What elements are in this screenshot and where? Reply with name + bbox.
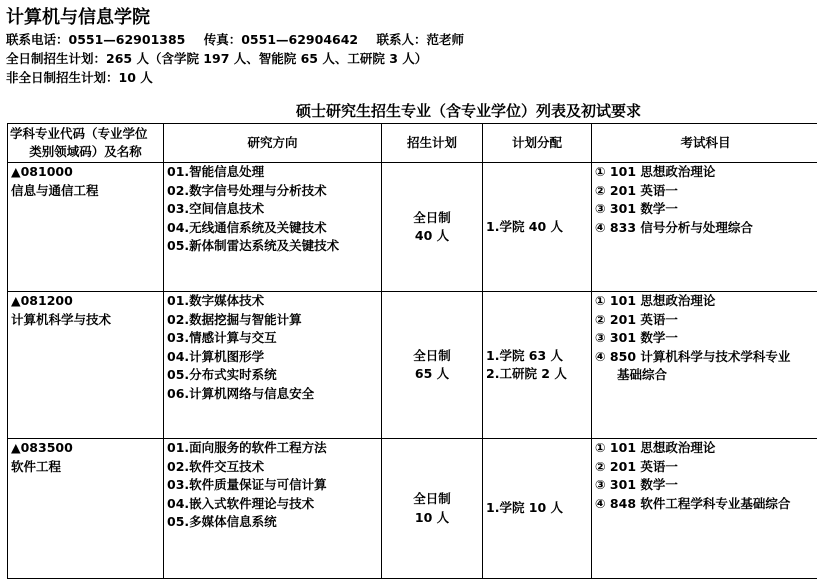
directions-cell [164,439,382,579]
subject-item: ④ 848 软件工程学科专业基础综合 [595,495,816,514]
subjects-cell [592,292,817,439]
major-cell [8,439,164,579]
major-code: ▲081200 [11,292,160,311]
plan-count: 40 人 [385,227,479,246]
direction-item: 03.情感计算与交互 [167,329,378,348]
subject-item: ① 101 思想政治理论 [595,439,816,458]
subject-item: ③ 301 数学一 [595,329,816,348]
table-title: 硕士研究生招生专业（含专业学位）列表及初试要求 [0,101,817,121]
direction-item: 05.多媒体信息系统 [167,513,378,532]
plan-cell [382,163,483,292]
subject-item: ① 101 思想政治理论 [595,292,816,311]
column-header-code-line2: 类别领域码）及名称 [10,143,161,162]
plan-type: 全日制 [385,490,479,509]
direction-item: 02.数据挖掘与智能计算 [167,311,378,330]
majors-table [7,123,817,579]
direction-item: 04.计算机图形学 [167,348,378,367]
direction-item: 05.新体制雷达系统及关键技术 [167,237,378,256]
major-name: 软件工程 [11,458,160,477]
subjects-cell [592,439,817,579]
allocation-item: 1.学院 10 人 [486,499,588,518]
direction-item: 03.软件质量保证与可信计算 [167,476,378,495]
college-header [6,6,806,87]
college-title: 计算机与信息学院 [6,6,806,30]
direction-item: 01.数字媒体技术 [167,292,378,311]
subject-item: ④ 833 信号分析与处理综合 [595,219,816,238]
direction-item: 02.数字信号处理与分析技术 [167,182,378,201]
directions-cell [164,292,382,439]
plan-cell [382,439,483,579]
column-header-code-line1: 学科专业代码（专业学位 [10,125,161,144]
plan-type: 全日制 [385,209,479,228]
major-cell [8,292,164,439]
contact-person: 联系人：范老师 [376,32,464,47]
direction-item: 02.软件交互技术 [167,458,378,477]
allocation-cell [483,439,592,579]
subject-item: ③ 301 数学一 [595,200,816,219]
column-header-code [8,124,164,163]
major-cell [8,163,164,292]
subject-item: ② 201 英语一 [595,458,816,477]
column-header-directions: 研究方向 [164,124,382,163]
subject-item: ② 201 英语一 [595,311,816,330]
table-row [8,163,817,292]
allocation-item: 1.学院 40 人 [486,218,588,237]
plan-count: 65 人 [385,365,479,384]
plan-count: 10 人 [385,509,479,528]
table-row [8,292,817,439]
contact-info [6,30,806,49]
allocation-cell [483,292,592,439]
direction-item: 01.面向服务的软件工程方法 [167,439,378,458]
major-name: 计算机科学与技术 [11,311,160,330]
major-code: ▲081000 [11,163,160,182]
major-code: ▲083500 [11,439,160,458]
subject-item: 基础综合 [595,366,816,385]
phone-number: 联系电话：0551—62901385 [6,32,185,47]
plan-type: 全日制 [385,347,479,366]
subject-item: ① 101 思想政治理论 [595,163,816,182]
direction-item: 06.计算机网络与信息安全 [167,385,378,404]
full-time-plan: 全日制招生计划：265 人（含学院 197 人、智能院 65 人、工研院 3 人） [6,49,806,68]
fax-number: 传真：0551—62904642 [204,32,358,47]
column-header-subjects: 考试科目 [592,124,817,163]
direction-item: 04.无线通信系统及关键技术 [167,219,378,238]
subject-item: ③ 301 数学一 [595,476,816,495]
direction-item: 04.嵌入式软件理论与技术 [167,495,378,514]
plan-cell [382,292,483,439]
subject-item: ② 201 英语一 [595,182,816,201]
table-header-row [8,124,817,163]
table-row [8,439,817,579]
column-header-plan: 招生计划 [382,124,483,163]
allocation-item: 1.学院 63 人 [486,347,588,366]
allocation-cell [483,163,592,292]
subjects-cell [592,163,817,292]
direction-item: 01.智能信息处理 [167,163,378,182]
part-time-plan: 非全日制招生计划：10 人 [6,68,806,87]
directions-cell [164,163,382,292]
column-header-allocation: 计划分配 [483,124,592,163]
direction-item: 05.分布式实时系统 [167,366,378,385]
major-name: 信息与通信工程 [11,182,160,201]
direction-item: 03.空间信息技术 [167,200,378,219]
allocation-item: 2.工研院 2 人 [486,365,588,384]
subject-item: ④ 850 计算机科学与技术学科专业 [595,348,816,367]
